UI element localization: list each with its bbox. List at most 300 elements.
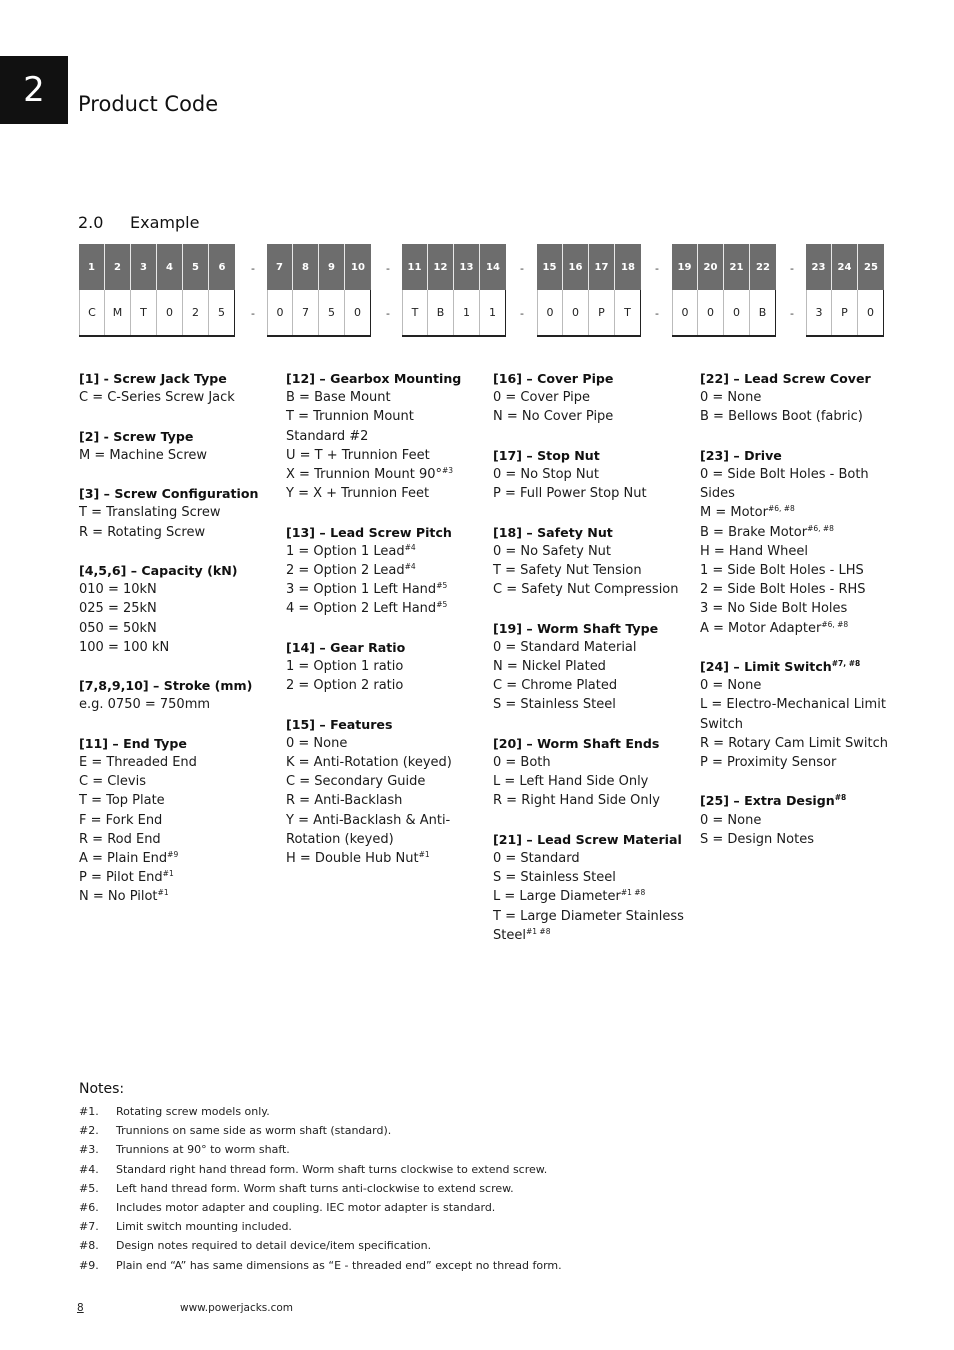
footnote-ref: #4 bbox=[404, 542, 416, 552]
legend-option-text: E = Threaded End bbox=[79, 754, 197, 770]
note-text: Includes motor adapter and coupling. IEC motor adapter is standard. bbox=[116, 1201, 496, 1215]
legend-column bbox=[286, 369, 481, 887]
code-position-cell: 13 bbox=[454, 244, 480, 290]
legend-heading bbox=[286, 715, 481, 734]
code-position-cell: 5 bbox=[183, 244, 209, 290]
legend-option bbox=[79, 753, 274, 772]
legend-option-text: S = Stainless Steel bbox=[493, 697, 616, 713]
notes-list bbox=[79, 1102, 562, 1275]
legend-option bbox=[493, 772, 688, 791]
code-position-cell: 11 bbox=[402, 244, 428, 290]
legend-option bbox=[79, 868, 274, 887]
legend-option-text: F = Fork End bbox=[79, 812, 163, 828]
legend-option-text: 0 = Cover Pipe bbox=[493, 390, 591, 406]
code-position-cell: 21 bbox=[724, 244, 750, 290]
code-value-cell: 0 bbox=[563, 290, 589, 335]
legend-heading-text: [16] – Cover Pipe bbox=[493, 371, 614, 386]
note-item bbox=[79, 1236, 562, 1255]
legend-heading bbox=[79, 561, 274, 580]
legend-option bbox=[286, 465, 481, 484]
code-position-cell: 8 bbox=[293, 244, 319, 290]
code-value-row bbox=[402, 290, 506, 335]
chapter-number: 2 bbox=[23, 70, 45, 110]
legend-heading bbox=[286, 638, 481, 657]
code-position-cell: 24 bbox=[832, 244, 858, 290]
code-value-cell: 1 bbox=[454, 290, 480, 335]
legend-option-text: Steel bbox=[493, 927, 526, 943]
legend-option bbox=[286, 811, 481, 830]
footnote-ref: #5 bbox=[436, 600, 448, 610]
legend-heading bbox=[493, 446, 688, 465]
legend-option-text: 0 = Standard Material bbox=[493, 639, 637, 655]
legend-option bbox=[700, 676, 895, 695]
legend-block bbox=[493, 830, 688, 945]
legend-option-text: R = Right Hand Side Only bbox=[493, 793, 660, 809]
legend-option-text: L = Left Hand Side Only bbox=[493, 774, 649, 790]
legend-option-text: R = Rod End bbox=[79, 831, 161, 847]
legend-option-text: S = Design Notes bbox=[700, 831, 814, 847]
legend-option bbox=[493, 465, 688, 484]
code-value-row bbox=[537, 290, 641, 335]
legend-option bbox=[700, 715, 895, 734]
legend-block bbox=[493, 619, 688, 715]
footnote-ref: #4 bbox=[404, 562, 416, 572]
code-position-cell: 4 bbox=[157, 244, 183, 290]
legend-option bbox=[700, 523, 895, 542]
legend-option-text: 1 = Option 1 ratio bbox=[286, 659, 404, 675]
legend-option-text: L = Large Diameter bbox=[493, 889, 621, 905]
footnote-ref: #6, #8 bbox=[821, 619, 849, 629]
code-separator: - bbox=[790, 262, 794, 275]
legend-column bbox=[493, 369, 688, 964]
legend-option-text: C = Safety Nut Compression bbox=[493, 582, 679, 598]
legend-block bbox=[79, 427, 274, 465]
legend-block bbox=[286, 523, 481, 619]
note-item bbox=[79, 1121, 562, 1140]
code-value-cell: 5 bbox=[209, 290, 235, 335]
legend-option bbox=[493, 907, 688, 926]
code-position-row bbox=[402, 244, 506, 290]
legend-option-text: 2 = Option 2 Lead bbox=[286, 563, 405, 579]
code-value-cell: 5 bbox=[319, 290, 345, 335]
code-value-row bbox=[79, 290, 235, 335]
legend-option bbox=[79, 388, 274, 407]
legend-heading-text: [22] – Lead Screw Cover bbox=[700, 371, 871, 386]
legend-option-text: Y = X + Trunnion Feet bbox=[286, 486, 430, 502]
legend-heading-text: [19] – Worm Shaft Type bbox=[493, 620, 659, 636]
note-text: Design notes required to detail device/item specification. bbox=[116, 1239, 432, 1253]
legend-heading-text: [15] – Features bbox=[286, 716, 393, 732]
legend-heading bbox=[79, 676, 274, 695]
legend-heading bbox=[700, 657, 895, 676]
legend-option bbox=[700, 388, 895, 407]
code-position-cell: 25 bbox=[858, 244, 884, 290]
note-number: #3. bbox=[79, 1143, 99, 1157]
legend-heading-text: [25] – Extra Design bbox=[700, 793, 835, 809]
footnote-ref: #7, #8 bbox=[831, 659, 861, 669]
legend-option-text: 050 = 50kN bbox=[79, 620, 157, 636]
legend-heading-text: [3] – Screw Configuration bbox=[79, 486, 259, 502]
legend-option-text: L = Electro-Mechanical Limit bbox=[700, 697, 886, 713]
legend-block bbox=[286, 369, 481, 503]
legend-option bbox=[493, 542, 688, 561]
footnote-ref: #1 #8 bbox=[620, 888, 646, 898]
legend-option bbox=[700, 407, 895, 426]
code-group bbox=[402, 244, 506, 337]
code-position-cell: 1 bbox=[79, 244, 105, 290]
code-separator: - bbox=[520, 262, 524, 275]
legend-option-text: M = Machine Screw bbox=[79, 447, 208, 463]
chapter-number-box bbox=[0, 56, 68, 124]
legend-option bbox=[493, 561, 688, 580]
code-separator: - bbox=[251, 307, 255, 320]
legend-option-text: R = Rotary Cam Limit Switch bbox=[700, 735, 889, 751]
code-separator: - bbox=[655, 307, 659, 320]
legend-heading bbox=[493, 619, 688, 638]
legend-option bbox=[79, 772, 274, 791]
legend-block bbox=[286, 638, 481, 696]
legend-option-text: T = Translating Screw bbox=[79, 505, 221, 521]
legend-heading bbox=[700, 446, 895, 465]
legend-option bbox=[79, 638, 274, 657]
legend-option-text: N = No Pilot bbox=[79, 889, 158, 905]
legend-heading bbox=[79, 427, 274, 446]
legend-option bbox=[79, 695, 274, 714]
code-position-row bbox=[267, 244, 371, 290]
legend-option bbox=[79, 599, 274, 618]
legend-option-text: 2 = Side Bolt Holes - RHS bbox=[700, 582, 866, 598]
legend-block bbox=[700, 791, 895, 849]
legend-option bbox=[286, 791, 481, 810]
code-value-cell: T bbox=[615, 290, 641, 335]
code-position-cell: 17 bbox=[589, 244, 615, 290]
section-number: 2.0 bbox=[78, 213, 104, 232]
legend-option-text: P = Proximity Sensor bbox=[700, 755, 837, 771]
legend-option-text: Standard #2 bbox=[286, 428, 369, 444]
legend-option-text: 0 = None bbox=[700, 390, 762, 406]
code-value-cell: M bbox=[105, 290, 131, 335]
code-position-cell: 19 bbox=[672, 244, 698, 290]
code-value-cell: C bbox=[79, 290, 105, 335]
code-group bbox=[79, 244, 235, 337]
legend-column bbox=[700, 369, 895, 868]
legend-option-text: 0 = No Stop Nut bbox=[493, 467, 599, 482]
legend-option-text: 2 = Option 2 ratio bbox=[286, 678, 404, 694]
notes-title: Notes: bbox=[79, 1081, 125, 1097]
code-position-cell: 23 bbox=[806, 244, 832, 290]
legend-option bbox=[79, 830, 274, 849]
code-separator: - bbox=[386, 307, 390, 320]
code-value-cell: P bbox=[589, 290, 615, 335]
code-group bbox=[537, 244, 641, 337]
legend-option bbox=[493, 638, 688, 657]
code-position-row bbox=[537, 244, 641, 290]
note-number: #1. bbox=[79, 1105, 99, 1119]
code-value-cell: 0 bbox=[537, 290, 563, 335]
code-position-row bbox=[672, 244, 776, 290]
legend-option bbox=[493, 580, 688, 599]
legend-option-text: A = Plain End bbox=[79, 851, 168, 866]
legend-option-text: R = Rotating Screw bbox=[79, 524, 206, 540]
code-value-cell: 7 bbox=[293, 290, 319, 335]
legend-option-text: 0 = None bbox=[700, 812, 762, 828]
code-value-cell: 1 bbox=[480, 290, 506, 335]
code-value-cell: 0 bbox=[672, 290, 698, 335]
legend-option-text: 0 = None bbox=[700, 678, 762, 694]
legend-option bbox=[700, 619, 895, 638]
legend-option-text: C = Chrome Plated bbox=[493, 678, 618, 694]
legend-option bbox=[700, 811, 895, 830]
legend-heading bbox=[700, 791, 895, 810]
legend-option bbox=[286, 676, 481, 695]
legend-option bbox=[286, 446, 481, 465]
legend-option bbox=[79, 503, 274, 522]
legend-block bbox=[79, 676, 274, 714]
footnote-ref: #6, #8 bbox=[767, 504, 795, 514]
legend-option-text: S = Stainless Steel bbox=[493, 870, 616, 886]
legend-option-text: B = Brake Motor bbox=[700, 524, 808, 540]
note-number: #6. bbox=[79, 1201, 99, 1215]
note-text: Rotating screw models only. bbox=[116, 1105, 270, 1119]
footer-url: www.powerjacks.com bbox=[180, 1302, 294, 1314]
code-value-row bbox=[267, 290, 371, 335]
legend-option bbox=[493, 657, 688, 676]
code-position-cell: 15 bbox=[537, 244, 563, 290]
legend-option-text: P = Pilot End bbox=[79, 870, 163, 886]
legend-block bbox=[493, 446, 688, 504]
legend-heading-text: [14] – Gear Ratio bbox=[286, 639, 406, 655]
code-group bbox=[806, 244, 884, 337]
legend-block bbox=[700, 657, 895, 772]
legend-option-text: T = Safety Nut Tension bbox=[493, 563, 642, 578]
legend-option bbox=[79, 791, 274, 810]
code-position-row bbox=[806, 244, 884, 290]
legend-heading bbox=[493, 523, 688, 542]
legend-option bbox=[493, 849, 688, 868]
legend-heading-text: [20] – Worm Shaft Ends bbox=[493, 735, 660, 751]
legend-heading-text: [23] – Drive bbox=[700, 447, 782, 463]
legend-column bbox=[79, 369, 274, 926]
code-group bbox=[267, 244, 371, 337]
legend-option-text: C = Clevis bbox=[79, 774, 146, 790]
code-value-cell: 0 bbox=[345, 290, 371, 335]
legend-heading-text: [7,8,9,10] – Stroke (mm) bbox=[79, 678, 253, 694]
legend-option bbox=[700, 484, 895, 503]
code-position-row bbox=[79, 244, 235, 290]
note-number: #8. bbox=[79, 1239, 99, 1253]
footnote-ref: #9 bbox=[167, 850, 179, 859]
code-value-cell: P bbox=[832, 290, 858, 335]
code-value-cell: 3 bbox=[806, 290, 832, 335]
legend-block bbox=[286, 715, 481, 869]
legend-option-text: T = Trunnion Mount bbox=[286, 409, 414, 425]
legend-option-text: N = Nickel Plated bbox=[493, 659, 606, 674]
section-heading bbox=[78, 213, 199, 232]
legend-option-text: C = Secondary Guide bbox=[286, 774, 426, 790]
legend-option bbox=[286, 753, 481, 772]
code-value-cell: T bbox=[402, 290, 428, 335]
legend-option bbox=[286, 599, 481, 618]
legend-option-text: R = Anti-Backlash bbox=[286, 793, 403, 809]
legend-option bbox=[493, 868, 688, 887]
legend-option-text: 100 = 100 kN bbox=[79, 639, 170, 655]
legend-heading-text: [1] - Screw Jack Type bbox=[79, 371, 227, 386]
note-text: Plain end “A” has same dimensions as “E - threaded end” except no thread form. bbox=[116, 1258, 562, 1272]
legend-option bbox=[79, 446, 274, 465]
legend-block bbox=[79, 369, 274, 407]
legend-option bbox=[493, 791, 688, 810]
note-item bbox=[79, 1160, 562, 1179]
code-value-cell: T bbox=[131, 290, 157, 335]
legend-option bbox=[493, 407, 688, 426]
legend-heading bbox=[493, 734, 688, 753]
code-value-cell: B bbox=[750, 290, 776, 335]
code-separator: - bbox=[251, 262, 255, 275]
legend-block bbox=[493, 369, 688, 427]
note-number: #4. bbox=[79, 1162, 99, 1176]
code-group bbox=[672, 244, 776, 337]
code-position-cell: 10 bbox=[345, 244, 371, 290]
note-item bbox=[79, 1140, 562, 1159]
legend-option-text: 0 = None bbox=[286, 735, 348, 751]
legend-option bbox=[79, 887, 274, 906]
legend-option bbox=[286, 830, 481, 849]
note-text: Trunnions at 90° to worm shaft. bbox=[116, 1143, 290, 1157]
legend-option bbox=[700, 561, 895, 580]
legend-option-text: e.g. 0750 = 750mm bbox=[79, 697, 211, 713]
legend-option-text: 025 = 25kN bbox=[79, 601, 157, 617]
legend-option-text: C = C-Series Screw Jack bbox=[79, 390, 235, 406]
legend-option bbox=[700, 695, 895, 714]
legend-block bbox=[493, 523, 688, 600]
legend-option bbox=[286, 388, 481, 407]
code-value-cell: 0 bbox=[157, 290, 183, 335]
legend-option bbox=[493, 484, 688, 503]
legend-option bbox=[700, 542, 895, 561]
note-item bbox=[79, 1217, 562, 1236]
legend-heading-text: [2] - Screw Type bbox=[79, 428, 194, 444]
legend-option bbox=[286, 484, 481, 503]
footnote-ref: #3 bbox=[442, 466, 454, 476]
legend-option bbox=[700, 580, 895, 599]
legend-option-text: B = Base Mount bbox=[286, 390, 391, 406]
note-text: Trunnions on same side as worm shaft (standard). bbox=[116, 1124, 392, 1138]
legend-option bbox=[286, 427, 481, 446]
note-number: #5. bbox=[79, 1181, 99, 1195]
code-value-cell: 0 bbox=[858, 290, 884, 335]
legend-heading-text: [13] – Lead Screw Pitch bbox=[286, 524, 452, 540]
legend-option bbox=[700, 753, 895, 772]
code-position-cell: 16 bbox=[563, 244, 589, 290]
legend-option-text: H = Hand Wheel bbox=[700, 543, 808, 559]
legend-option-text: K = Anti-Rotation (keyed) bbox=[286, 755, 452, 771]
code-separator: - bbox=[790, 307, 794, 320]
legend-option bbox=[493, 926, 688, 945]
legend-option bbox=[79, 580, 274, 599]
code-position-cell: 14 bbox=[480, 244, 506, 290]
code-value-cell: 0 bbox=[698, 290, 724, 335]
legend-option-text: U = T + Trunnion Feet bbox=[286, 447, 430, 463]
code-value-cell: 0 bbox=[267, 290, 293, 335]
legend-option bbox=[286, 407, 481, 426]
legend-option-text: Y = Anti-Backlash & Anti- bbox=[286, 812, 451, 828]
legend-option-text: 1 = Option 1 Lead bbox=[286, 543, 405, 559]
page-number: 8 bbox=[77, 1302, 84, 1314]
note-text: Standard right hand thread form. Worm shaft turns clockwise to extend screw. bbox=[116, 1162, 548, 1176]
code-value-row bbox=[672, 290, 776, 335]
code-value-cell: 2 bbox=[183, 290, 209, 335]
legend-heading bbox=[79, 734, 274, 753]
legend-option bbox=[700, 599, 895, 618]
legend-heading-text: [21] – Lead Screw Material bbox=[493, 831, 682, 847]
legend-option-text: H = Double Hub Nut bbox=[286, 851, 419, 867]
footnote-ref: #8 bbox=[834, 793, 847, 803]
code-separator: - bbox=[386, 262, 390, 275]
legend-block bbox=[493, 734, 688, 811]
legend-option-text: Switch bbox=[700, 716, 743, 732]
footnote-ref: #5 bbox=[436, 581, 448, 591]
note-number: #7. bbox=[79, 1220, 99, 1234]
legend-option-text: 0 = Standard bbox=[493, 851, 580, 866]
code-position-cell: 7 bbox=[267, 244, 293, 290]
code-value-row bbox=[806, 290, 884, 335]
legend-option-text: X = Trunnion Mount 90° bbox=[286, 467, 443, 483]
legend-option bbox=[286, 734, 481, 753]
note-text: Limit switch mounting included. bbox=[116, 1220, 292, 1234]
legend-option-text: Sides bbox=[700, 486, 735, 502]
legend-heading bbox=[79, 484, 274, 503]
legend-option bbox=[700, 734, 895, 753]
legend-option bbox=[700, 830, 895, 849]
legend-heading-text: [17] – Stop Nut bbox=[493, 447, 600, 463]
legend-option-text: 0 = No Safety Nut bbox=[493, 543, 612, 559]
code-position-cell: 12 bbox=[428, 244, 454, 290]
section-title: Example bbox=[130, 213, 200, 232]
code-position-cell: 2 bbox=[105, 244, 131, 290]
code-separator: - bbox=[655, 262, 659, 275]
legend-option bbox=[700, 465, 895, 484]
legend-option bbox=[79, 619, 274, 638]
legend-heading bbox=[286, 523, 481, 542]
legend-option bbox=[286, 772, 481, 791]
legend-option-text: 0 = Both bbox=[493, 755, 551, 770]
legend-option-text: 3 = Option 1 Left Hand bbox=[286, 582, 437, 598]
code-position-cell: 20 bbox=[698, 244, 724, 290]
legend-option bbox=[79, 811, 274, 830]
legend-option bbox=[79, 523, 274, 542]
legend-block bbox=[700, 446, 895, 638]
legend-heading-text: [12] – Gearbox Mounting bbox=[286, 371, 462, 386]
legend-option-text: 3 = No Side Bolt Holes bbox=[700, 601, 848, 617]
footnote-ref: #6, #8 bbox=[807, 523, 834, 533]
note-item bbox=[79, 1198, 562, 1217]
legend-option bbox=[79, 849, 274, 868]
legend-heading bbox=[286, 369, 481, 388]
note-item bbox=[79, 1179, 562, 1198]
legend-option-text: Rotation (keyed) bbox=[286, 831, 394, 847]
legend-option bbox=[286, 580, 481, 599]
code-value-cell: 0 bbox=[724, 290, 750, 335]
footnote-ref: #1 bbox=[157, 888, 169, 898]
legend-heading-text: [4,5,6] – Capacity (kN) bbox=[79, 562, 238, 578]
code-position-cell: 9 bbox=[319, 244, 345, 290]
legend-option-text: B = Bellows Boot (fabric) bbox=[700, 409, 863, 425]
legend-option bbox=[286, 657, 481, 676]
page-title: Product Code bbox=[78, 92, 219, 116]
legend-option bbox=[286, 561, 481, 580]
legend-heading bbox=[79, 369, 274, 388]
code-position-cell: 22 bbox=[750, 244, 776, 290]
